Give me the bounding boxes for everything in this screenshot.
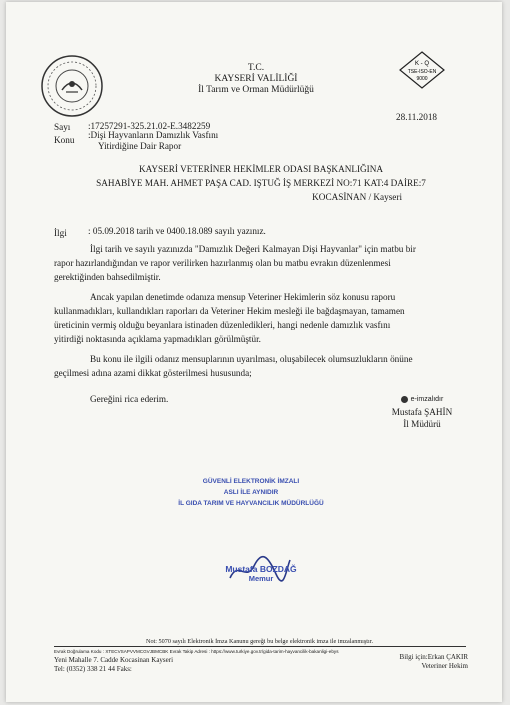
signatory-title: İl Müdürü [403,419,441,429]
recipient-block [66,162,456,204]
stamp-line-2: ASLI İLE AYNIDIR [223,489,279,496]
cert-tse: TSE-ISO-EN [407,69,437,75]
footer-address: Yeni Mahalle 7. Cadde Kocasinan Kayseri [54,656,174,664]
memur-stamp [206,564,316,584]
authenticity-stamp [156,476,346,509]
letterhead [156,63,356,96]
stamp-line-1: GÜVENLİ ELEKTRONİK İMZALI [202,478,300,485]
contact-title: Veteriner Hekim [421,662,468,670]
paragraph-line: geçilmesi adına azami dikkat gösterilmesi hususunda; [54,368,252,378]
signature-block [372,394,472,430]
header-mudurluk: İl Tarım ve Orman Müdürlüğü [198,85,314,95]
paragraph-line: İlgi tarih ve sayılı yazınızda "Damızlık Değeri Kalmayan Dişi Hayvanlar" için matbu bir [90,244,416,254]
stamp-line-3: İL GIDA TARIM VE HAYVANCILIK MÜDÜRLÜĞÜ [178,500,324,507]
eimza-text: e-imzalıdır [410,396,444,403]
paragraph-line: yitirdiği noktasında açıklama yapmadıkları görülmüştür. [54,334,261,344]
recipient-name: KAYSERİ VETERİNER HEKİMLER ODASI BAŞKANLIĞINA [139,164,383,174]
e-signature-icon [401,396,408,403]
footer-divider [54,646,466,647]
letter-body [54,242,464,406]
konu-line-2: Yitirdiğine Dair Rapor [98,141,182,151]
ilgi-value: : 05.09.2018 tarih ve 0400.18.089 sayılı yazınız. [88,226,266,236]
contact-info [378,653,468,671]
paragraph-line: gerektiğinden bahsedilmiştir. [54,272,161,282]
konu-value [88,130,218,152]
eimza-row [372,394,472,406]
ilgi-label: İlgi [54,228,67,238]
footer-phone: Tel: (0352) 338 21 44 Faks: [54,665,132,673]
ministry-logo-icon [40,54,104,118]
header-valilik: KAYSERİ VALİLİĞİ [214,74,298,84]
sayi-label: Sayı [54,122,71,132]
cert-kq: K - Q [414,61,430,67]
paragraph-line: Ancak yapılan denetimde odanıza mensup Veteriner Hekimlerin söz konusu raporu [90,292,396,302]
document-page [6,2,502,702]
paragraph-line: rapor hazırlandığından ve rapor verilirken hazırlanmış olan bu matbu evrakın düzenlenmesi [54,258,391,268]
paragraph-line: kullanmadıkları, kullandıkları raporları da Veteriner Hekim mesleği ile bağdaşmayan, tamamen [54,306,405,316]
footer-note: Not: 5070 sayılı Elektronik İmza Kanunu gereği bu belge elektronik imza ile imzalanmıştır. [146,638,373,645]
verification-code: Evrak Doğrulama Kodu : XTECVSAPVVMCGVJBMCBK Evrak Takip Adresi : https://www.turkiye.gov.tr/gida-tarim-hayvancilik-bakanligi-ebys [54,649,339,654]
header-tc: T.C. [247,63,265,73]
tse-certification-icon [398,50,446,90]
paragraph [54,290,464,346]
recipient-address: SAHABİYE MAH. AHMET PAŞA CAD. IŞTUĞ İŞ MERKEZİ NO:71 KAT:4 DAİRE:7 [96,178,426,188]
paragraph [54,242,464,284]
document-date: 28.11.2018 [396,112,438,122]
konu-label: Konu [54,135,75,145]
memur-title: Memur [248,574,274,583]
paragraph [54,352,464,380]
cert-9000: 9000 [416,76,428,82]
recipient-city: KOCASİNAN / Kayseri [312,192,402,202]
konu-line-1: :Dişi Hayvanların Damızlık Vasfını [88,130,219,140]
signatory-name: Mustafa ŞAHİN [391,407,453,417]
paragraph-line: üreticinin vermiş olduğu beyanlara istinaden düzenledikleri, hangi nedenle damızlık vasfını [54,320,391,330]
memur-name: Mustafa BOZDAĞ [225,564,297,574]
sayi-value: :17257291-325.21.02-E.3482259 [88,121,211,131]
paragraph-line: Bu konu ile ilgili odanız mensuplarının uyarılması, oluşabilecek olumsuzlukların önüne [90,354,413,364]
contact-name: Bilgi için:Erkan ÇAKIR [399,653,468,661]
paragraph-line: Gereğini rica ederim. [90,394,169,404]
